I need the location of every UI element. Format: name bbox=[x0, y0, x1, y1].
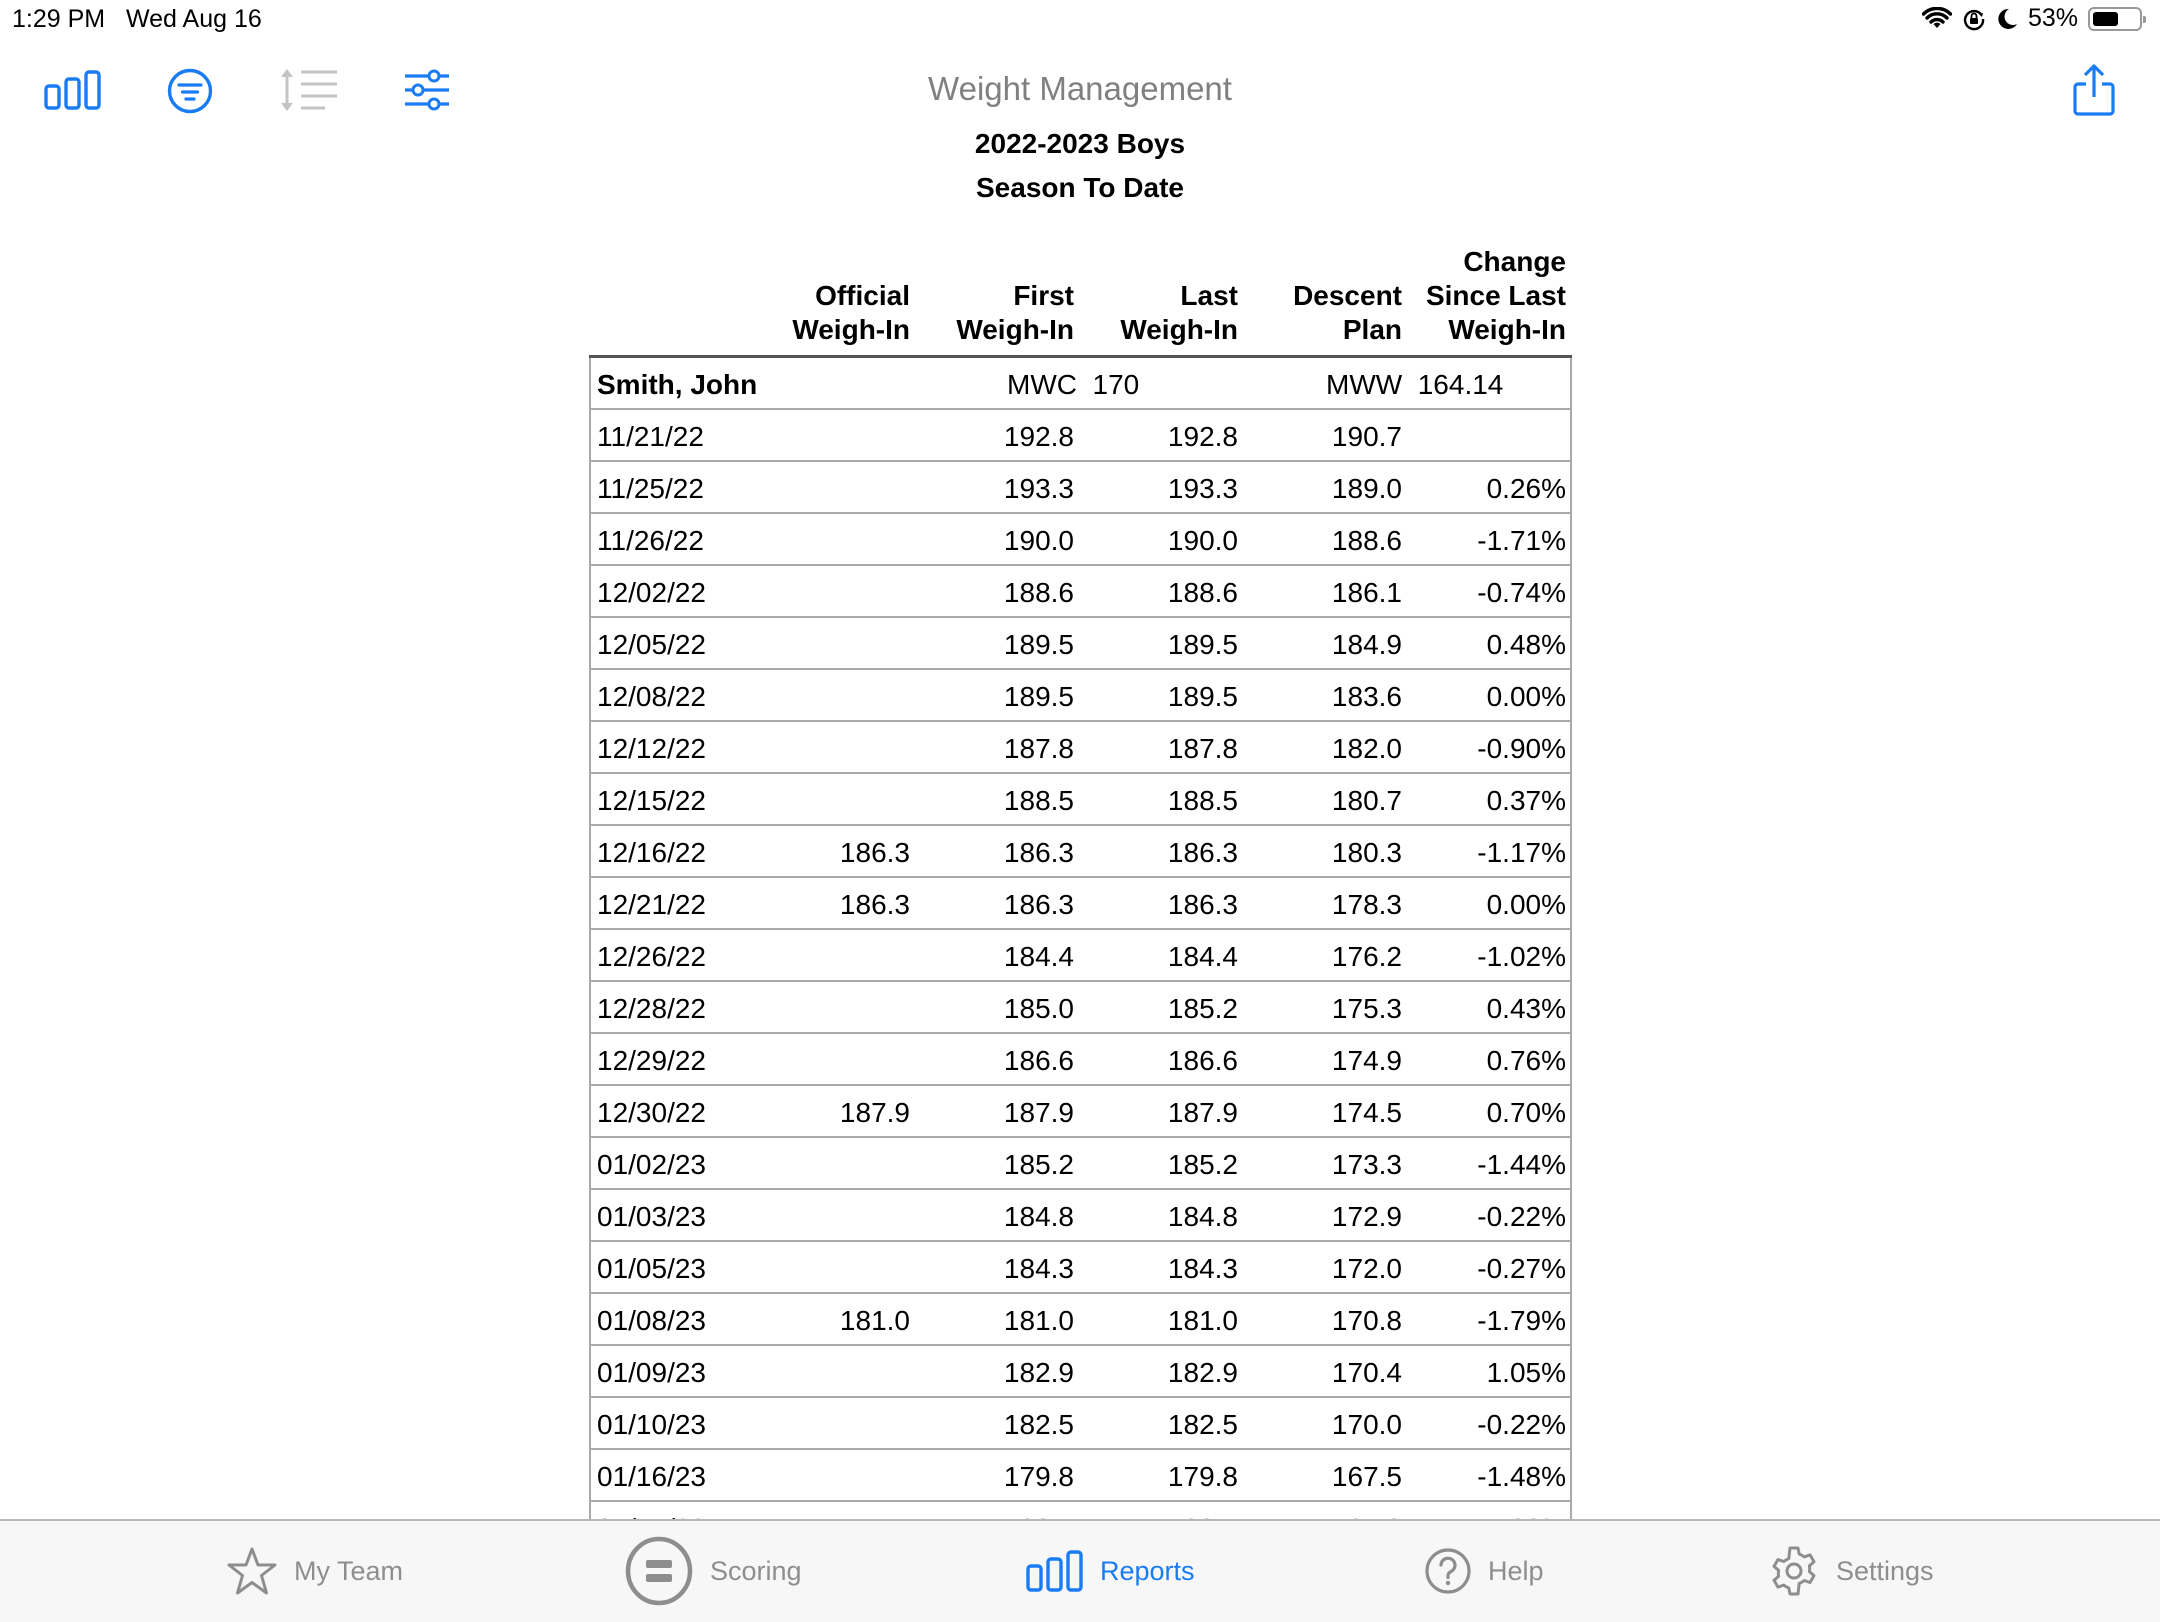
cell-change: -1.71% bbox=[1477, 525, 1566, 556]
cell-official: 186.3 bbox=[839, 889, 910, 920]
cell-first: 192.8 bbox=[1003, 421, 1074, 452]
cell-change: 1.05% bbox=[1486, 1357, 1566, 1388]
tab-label: Reports bbox=[1100, 1555, 1195, 1586]
cell-descent: 183.6 bbox=[1331, 681, 1402, 712]
cell-date: 11/26/22 bbox=[597, 525, 704, 556]
cell-first: 193.3 bbox=[1003, 473, 1074, 504]
athlete-name: Smith, John bbox=[597, 369, 758, 400]
table-row[interactable] bbox=[589, 930, 1572, 982]
cell-last: 186.6 bbox=[1167, 1045, 1238, 1076]
tab-scoring[interactable] bbox=[624, 1521, 802, 1621]
report-subtitle: 2022-2023 Boys bbox=[974, 128, 1186, 159]
cell-last: 184.4 bbox=[1167, 941, 1238, 972]
cell-date: 12/26/22 bbox=[597, 941, 706, 972]
table-row[interactable] bbox=[589, 1294, 1572, 1346]
cell-descent: 167.5 bbox=[1331, 1461, 1402, 1492]
orientation-lock-icon bbox=[1962, 7, 1986, 31]
status-time: 1:29 PM bbox=[12, 5, 106, 33]
cell-last: 192.8 bbox=[1167, 421, 1238, 452]
table-row[interactable] bbox=[589, 618, 1572, 670]
cell-first: 185.0 bbox=[1003, 993, 1074, 1024]
cell-first: 184.4 bbox=[1003, 941, 1074, 972]
cell-last: 190.0 bbox=[1167, 525, 1238, 556]
battery-percent: 53% bbox=[2027, 4, 2078, 32]
cell-descent: 190.7 bbox=[1331, 421, 1402, 452]
cell-change: 0.43% bbox=[1486, 993, 1566, 1024]
cell-date: 12/12/22 bbox=[597, 733, 706, 764]
cell-last: 188.6 bbox=[1167, 577, 1238, 608]
header-official: Official Weigh-In bbox=[792, 280, 910, 345]
tab-label: My Team bbox=[294, 1555, 404, 1586]
cell-date: 12/02/22 bbox=[597, 577, 706, 608]
cell-descent: 178.3 bbox=[1331, 889, 1402, 920]
cell-last: 185.2 bbox=[1167, 1149, 1238, 1180]
cell-last: 182.9 bbox=[1167, 1357, 1238, 1388]
athlete-mwc: MWC 170 bbox=[1007, 369, 1140, 400]
wifi-icon bbox=[1922, 7, 1952, 31]
cell-last: 181.0 bbox=[1167, 1305, 1238, 1336]
cell-change: -0.74% bbox=[1477, 577, 1566, 608]
cell-descent: 184.9 bbox=[1331, 629, 1402, 660]
header-last: Last Weigh-In bbox=[1120, 280, 1238, 345]
cell-descent: 175.3 bbox=[1331, 993, 1402, 1024]
tab-label: Help bbox=[1488, 1555, 1544, 1586]
cell-date: 12/29/22 bbox=[597, 1045, 706, 1076]
cell-descent: 176.2 bbox=[1331, 941, 1402, 972]
header-first: First Weigh-In bbox=[956, 280, 1074, 345]
cell-change: 0.26% bbox=[1486, 473, 1566, 504]
cell-first: 186.6 bbox=[1003, 1045, 1074, 1076]
cell-last: 184.8 bbox=[1167, 1201, 1238, 1232]
cell-first: 187.8 bbox=[1003, 733, 1074, 764]
status-date: Wed Aug 16 bbox=[126, 5, 262, 33]
cell-date: 01/09/23 bbox=[597, 1357, 706, 1388]
cell-date: 01/05/23 bbox=[597, 1253, 706, 1284]
table-row[interactable] bbox=[589, 878, 1572, 930]
scoring-icon bbox=[624, 1536, 694, 1606]
cell-date: 01/03/23 bbox=[597, 1201, 706, 1232]
cell-change: 0.00% bbox=[1486, 889, 1566, 920]
cell-date: 12/30/22 bbox=[597, 1097, 706, 1128]
cell-date: 12/08/22 bbox=[597, 681, 706, 712]
tab-label: Scoring bbox=[710, 1555, 802, 1586]
cell-descent: 173.3 bbox=[1331, 1149, 1402, 1180]
header-descent: Descent Plan bbox=[1293, 280, 1402, 345]
tab-reports[interactable] bbox=[1026, 1521, 1195, 1621]
cell-last: 189.5 bbox=[1167, 681, 1238, 712]
cell-descent: 182.0 bbox=[1331, 733, 1402, 764]
cell-last: 188.5 bbox=[1167, 785, 1238, 816]
table-row[interactable] bbox=[589, 774, 1572, 826]
cell-change: 0.37% bbox=[1486, 785, 1566, 816]
tab-bar bbox=[0, 1519, 2160, 1622]
cell-last: 193.3 bbox=[1167, 473, 1238, 504]
cell-date: 12/21/22 bbox=[597, 889, 706, 920]
cell-descent: 170.0 bbox=[1331, 1409, 1402, 1440]
cell-date: 01/10/23 bbox=[597, 1409, 706, 1440]
cell-change: -1.44% bbox=[1477, 1149, 1566, 1180]
cell-date: 01/02/23 bbox=[597, 1149, 706, 1180]
cell-change: -0.22% bbox=[1477, 1201, 1566, 1232]
table-row[interactable] bbox=[589, 982, 1572, 1034]
bar-chart-icon bbox=[1026, 1550, 1084, 1592]
table-row[interactable] bbox=[589, 1138, 1572, 1190]
cell-descent: 189.0 bbox=[1331, 473, 1402, 504]
cell-descent: 180.7 bbox=[1331, 785, 1402, 816]
cell-descent: 186.1 bbox=[1331, 577, 1402, 608]
cell-last: 186.3 bbox=[1167, 837, 1238, 868]
cell-change: 0.48% bbox=[1486, 629, 1566, 660]
cell-descent: 172.9 bbox=[1331, 1201, 1402, 1232]
cell-descent: 170.4 bbox=[1331, 1357, 1402, 1388]
athlete-mww: MWW 164.14 bbox=[1326, 369, 1504, 400]
cell-change: -1.79% bbox=[1477, 1305, 1566, 1336]
status-bar bbox=[0, 0, 2160, 40]
cell-first: 189.5 bbox=[1003, 681, 1074, 712]
table-row[interactable] bbox=[589, 1190, 1572, 1242]
cell-first: 179.8 bbox=[1003, 1461, 1074, 1492]
cell-last: 184.3 bbox=[1167, 1253, 1238, 1284]
cell-official: 187.9 bbox=[839, 1097, 910, 1128]
cell-date: 12/15/22 bbox=[597, 785, 706, 816]
tab-label: Settings bbox=[1836, 1555, 1934, 1586]
gear-icon bbox=[1768, 1545, 1820, 1597]
cell-change: -1.17% bbox=[1477, 837, 1566, 868]
cell-change: -0.90% bbox=[1477, 733, 1566, 764]
table-row[interactable] bbox=[589, 410, 1572, 462]
battery-icon bbox=[2088, 7, 2142, 31]
question-circle-icon bbox=[1424, 1547, 1472, 1595]
cell-date: 12/28/22 bbox=[597, 993, 706, 1024]
table-row[interactable] bbox=[589, 826, 1572, 878]
table-row[interactable] bbox=[589, 722, 1572, 774]
cell-first: 185.2 bbox=[1003, 1149, 1074, 1180]
table-row[interactable] bbox=[589, 514, 1572, 566]
cell-first: 184.8 bbox=[1003, 1201, 1074, 1232]
cell-descent: 188.6 bbox=[1331, 525, 1402, 556]
cell-first: 187.9 bbox=[1003, 1097, 1074, 1128]
tab-help[interactable] bbox=[1424, 1521, 1544, 1621]
table-row[interactable] bbox=[589, 1346, 1572, 1398]
cell-date: 01/08/23 bbox=[597, 1305, 706, 1336]
cell-change: -0.22% bbox=[1477, 1409, 1566, 1440]
cell-first: 188.6 bbox=[1003, 577, 1074, 608]
athlete-row[interactable] bbox=[589, 358, 1572, 410]
cell-descent: 172.0 bbox=[1331, 1253, 1402, 1284]
cell-last: 179.8 bbox=[1167, 1461, 1238, 1492]
star-icon bbox=[226, 1546, 278, 1596]
cell-descent: 170.8 bbox=[1331, 1305, 1402, 1336]
cell-change: -0.27% bbox=[1477, 1253, 1566, 1284]
weight-table bbox=[589, 355, 1572, 1554]
table-row[interactable] bbox=[589, 670, 1572, 722]
cell-last: 185.2 bbox=[1167, 993, 1238, 1024]
cell-last: 186.3 bbox=[1167, 889, 1238, 920]
report-period: Season To Date bbox=[976, 172, 1184, 203]
moon-icon bbox=[1996, 7, 2018, 31]
table-row[interactable] bbox=[589, 1034, 1572, 1086]
cell-first: 188.5 bbox=[1003, 785, 1074, 816]
table-row[interactable] bbox=[589, 566, 1572, 618]
tab-settings[interactable] bbox=[1768, 1521, 1934, 1621]
cell-date: 12/05/22 bbox=[597, 629, 706, 660]
cell-official: 181.0 bbox=[839, 1305, 910, 1336]
table-row[interactable] bbox=[589, 1450, 1572, 1502]
cell-last: 182.5 bbox=[1167, 1409, 1238, 1440]
cell-last: 189.5 bbox=[1167, 629, 1238, 660]
cell-descent: 174.5 bbox=[1331, 1097, 1402, 1128]
cell-change: 0.76% bbox=[1486, 1045, 1566, 1076]
cell-date: 01/16/23 bbox=[597, 1461, 706, 1492]
cell-first: 182.9 bbox=[1003, 1357, 1074, 1388]
cell-first: 186.3 bbox=[1003, 889, 1074, 920]
cell-descent: 180.3 bbox=[1331, 837, 1402, 868]
cell-first: 190.0 bbox=[1003, 525, 1074, 556]
cell-first: 182.5 bbox=[1003, 1409, 1074, 1440]
cell-date: 11/25/22 bbox=[597, 473, 704, 504]
cell-change: 0.70% bbox=[1486, 1097, 1566, 1128]
table-row[interactable] bbox=[589, 462, 1572, 514]
cell-date: 11/21/22 bbox=[597, 421, 704, 452]
cell-first: 186.3 bbox=[1003, 837, 1074, 868]
cell-change: -1.48% bbox=[1477, 1461, 1566, 1492]
cell-first: 181.0 bbox=[1003, 1305, 1074, 1336]
header-change: Change Since Last Weigh-In bbox=[1425, 246, 1566, 345]
cell-date: 12/16/22 bbox=[597, 837, 706, 868]
status-right bbox=[1922, 4, 2142, 33]
tab-my-team[interactable] bbox=[226, 1521, 403, 1621]
cell-change: -1.02% bbox=[1477, 941, 1566, 972]
cell-last: 187.8 bbox=[1167, 733, 1238, 764]
cell-first: 189.5 bbox=[1003, 629, 1074, 660]
cell-last: 187.9 bbox=[1167, 1097, 1238, 1128]
cell-descent: 174.9 bbox=[1331, 1045, 1402, 1076]
table-row[interactable] bbox=[589, 1086, 1572, 1138]
cell-change: 0.00% bbox=[1486, 681, 1566, 712]
table-row[interactable] bbox=[589, 1242, 1572, 1294]
cell-first: 184.3 bbox=[1003, 1253, 1074, 1284]
cell-official: 186.3 bbox=[839, 837, 910, 868]
report-title: Weight Management bbox=[928, 70, 1232, 107]
table-row[interactable] bbox=[589, 1398, 1572, 1450]
